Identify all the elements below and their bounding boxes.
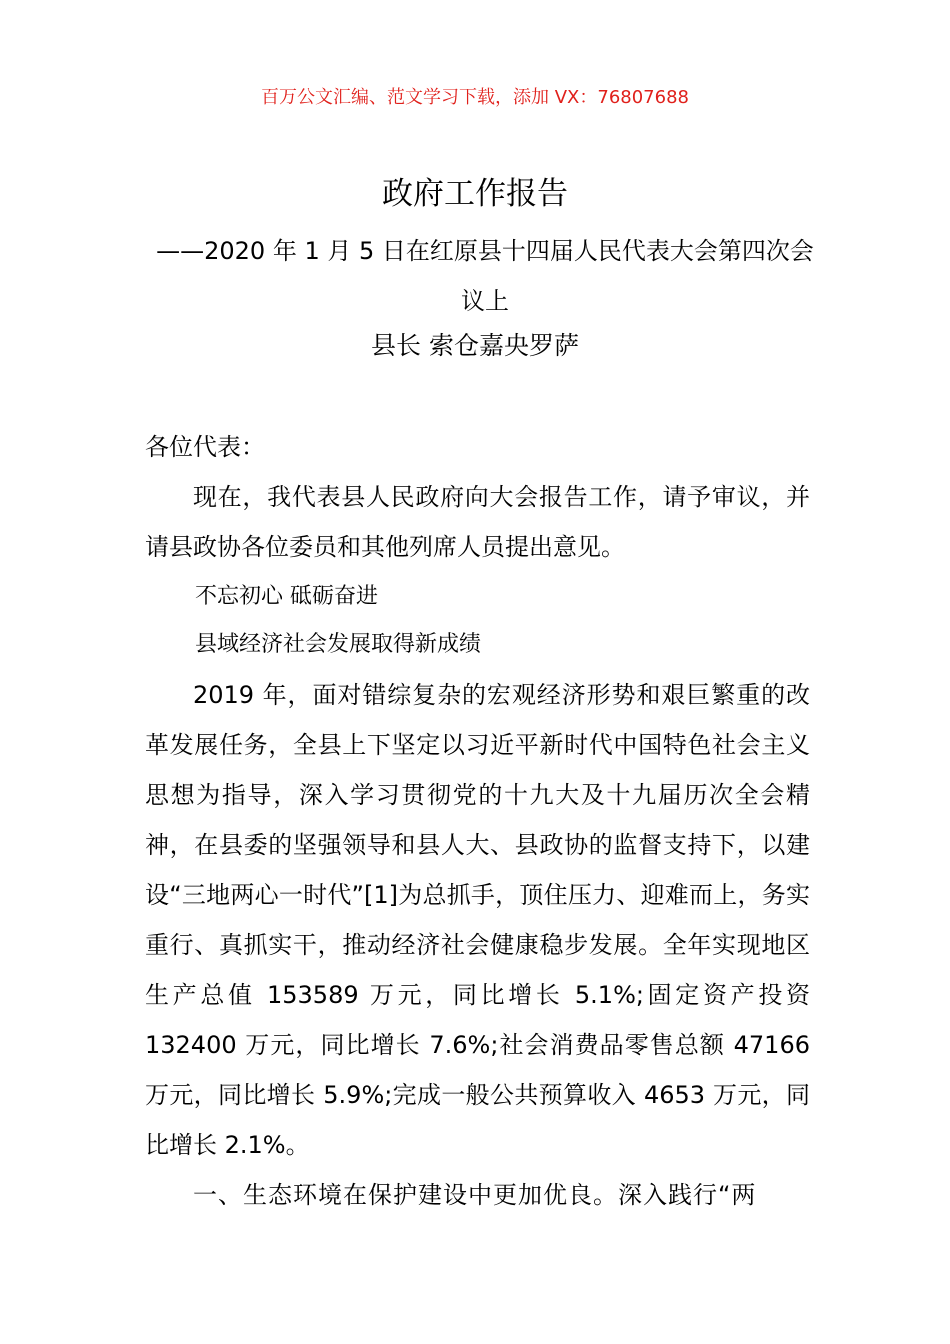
document-subtitle: ——2020 年 1 月 5 日在红原县十四届人民代表大会第四次会议上 — [156, 237, 814, 315]
document-author: 县长 索仓嘉央罗萨 — [371, 331, 579, 360]
section-heading-1: 不忘初心 砥砺奋进 — [195, 584, 378, 609]
paragraph-summary: 2019 年，面对错综复杂的宏观经济形势和艰巨繁重的改革发展任务，全县上下坚定以习近平新时代中国特色社会主义思想为指导，深入学习贯彻党的十九大及十九届历次全会精神，在县委的坚强领导和县人大、县政协的监督支持下，以建设“三地两心一时代”[1]为总抓手，顶住压力、迎难而上，务实重行、真抓实干，推动经济社会健康稳步发展。全年实现地区生产总值 153589 万元，同比增长 5.1%;固定资产投资 132400 万元，同比增长 7.6%;社会消费品零售总额 47166 万元，同比增长 5.9%;完成一般公共预算收入 4653 万元，同比增长 2.1%。 — [145, 681, 810, 1159]
paragraph-section-one: 一、生态环境在保护建设中更加优良。深入践行“两 — [193, 1181, 757, 1209]
greeting: 各位代表： — [145, 433, 265, 461]
section-heading-2: 县域经济社会发展取得新成绩 — [195, 632, 482, 657]
header-note: 百万公文汇编、范文学习下载，添加 VX：76807688 — [261, 87, 689, 108]
document-title: 政府工作报告 — [382, 176, 568, 212]
paragraph-intro: 现在，我代表县人民政府向大会报告工作，请予审议，并请县政协各位委员和其他列席人员提出意见。 — [145, 483, 810, 561]
